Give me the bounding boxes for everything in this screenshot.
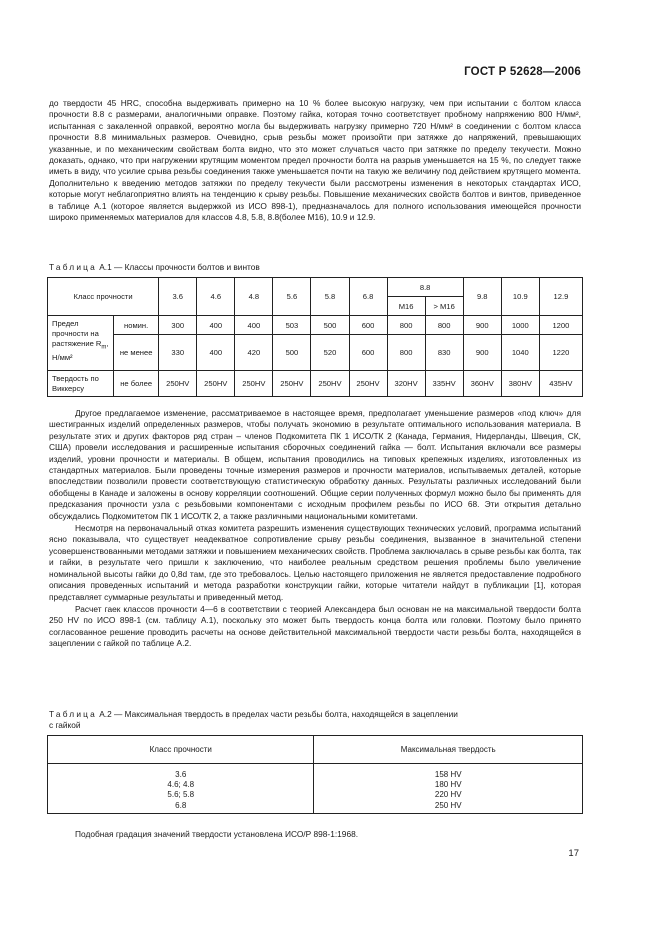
table-cell: 600 [349,335,387,371]
row-qualifier: не менее [114,335,159,371]
paragraph: Расчет гаек классов прочности 4—6 в соответствии с теорией Александера был основан не на максимальной твердости болта 250 HV по ИСО 898-1 (см. таблицу А.1), поскольку это может быть твердость конца болта или головки. Поэтому было принято согласованное решение проводить расчеты на основе действительной максимальной твердости части резьбы болта, находящейся в зацеплении с гайкой по таблице А.2. [49,603,581,649]
table-cell: 435HV [539,371,582,397]
table-cell: 1000 [501,316,539,335]
header-cell: > М16 [425,297,463,316]
table-cell: 250HV [349,371,387,397]
header-cell: 12.9 [539,278,582,316]
table-cell: 250HV [197,371,235,397]
caption-prefix: Таблица [49,709,97,719]
caption-line2: с гайкой [49,720,81,730]
table-cell: 800 [387,316,425,335]
header-cell: 5.8 [311,278,349,316]
row-qualifier: не более [114,371,159,397]
strength-classes-table [47,277,583,397]
header-cell: 9.8 [463,278,501,316]
document-header: ГОСТ Р 52628—2006 [464,66,581,78]
table-cell: 250HV [311,371,349,397]
caption-title: А.1 — Классы прочности болтов и винтов [96,262,260,272]
table-cell: 500 [273,335,311,371]
table-cell: 1200 [539,316,582,335]
table-cell: 335HV [425,371,463,397]
caption-title: А.2 — Максимальная твердость в пределах части резьбы болта, находящейся в зацеплении [96,709,458,719]
table-cell: 330 [159,335,197,371]
table-cell: 250 HV [434,800,462,810]
table-cell: 180 HV [434,780,462,790]
footer-note: Подобная градация значений твердости установлена ИСО/Р 898-1:1968. [75,829,359,839]
table-cell: 250HV [273,371,311,397]
table-cell: 3.6 [175,770,187,779]
body-text-middle [49,408,581,650]
header-cell: 4.6 [197,278,235,316]
table-a2-caption [49,709,581,731]
table-cell: 400 [197,335,235,371]
table-header-row [48,736,583,764]
table-cell: 250HV [159,371,197,397]
header-cell: Класс прочности [48,736,314,764]
table-cell: 900 [463,316,501,335]
table-cell: 420 [235,335,273,371]
header-cell: 5.6 [273,278,311,316]
table-cell: 320HV [387,371,425,397]
header-cell: 10.9 [501,278,539,316]
hardness-cell [314,764,583,814]
table-row [48,371,583,397]
row-qualifier: номин. [114,316,159,335]
table-row [48,316,583,335]
header-cell: 6.8 [349,278,387,316]
max-hardness-table [47,735,583,814]
table-cell: 520 [311,335,349,371]
header-cell: М16 [387,297,425,316]
row-label: Твердость по Виккерсу [48,371,114,397]
header-cell: Максимальная твердость [314,736,583,764]
caption-prefix: Таблица [49,262,97,272]
table-cell: 900 [463,335,501,371]
table-cell: 5.6; 5.8 [167,790,195,800]
row-label: Предел прочности на растяжение $R_m$, Н/мм² [48,316,114,371]
table-cell: 1040 [501,335,539,371]
header-cell: 4.8 [235,278,273,316]
table-cell: 830 [425,335,463,371]
table-cell: 400 [197,316,235,335]
page-number: 17 [568,848,579,859]
table-cell: 500 [311,316,349,335]
table-a1-caption [49,262,581,273]
body-text-top [49,98,581,223]
paragraph: Другое предлагаемое изменение, рассматриваемое в настоящее время, предполагает уменьшение размеров «под ключ» для шестигранных изделий определенных размеров, чтобы получать экономию в результате оптимального использования материала. В результате этих и других факторов ряд стран – членов Подкомитета ПК 1 ИСО/ТК 2 (Канада, Германия, Нидерланды, Швеция, СК, США) провели исследования и расширенные испытания сборочных соединений гайка — болт. Испытания включали все размеры изделий, уровни прочности и материалы. В общем, испытания проводились на типовых крепежных изделиях, изготовленных из стандартных материалов. Были проведены точные измерения размеров и прочности материалов, испытываемых деталей, которые впоследствии позволили провести соответствующую статистическую обработку данных. Результаты различных исследований были обобщены в Канаде и заложены в основу корреляции соотношений. Общие серии полученных формул можно было бы применять для предсказания прочности узла с резьбовыми компонентами с исходным профилем резьбы по ИСО 68. Эти открытия детально обсуждались Подкомитетом ПК 1 ИСО/ТК 2, а также различными национальными комитетами. [49,408,581,521]
table-cell: 6.8 [175,800,187,810]
table-header-row [48,278,583,297]
table-cell: 380HV [501,371,539,397]
table-row [48,335,583,371]
header-cell: 3.6 [159,278,197,316]
table-cell: 250HV [235,371,273,397]
paragraph: Несмотря на первоначальный отказ комитета разрешить изменения существующих технических условий, программа испытаний ясно показывала, что существует неадекватное сопротивление срыву резьбы соединения, вызванное в значительной степени усовершенствованными методами затяжки и повышением механических свойств. Проблема заключалась в срыве резьбы как болта, так и гайки, в результате чего пришли к заключению, что наиболее реальным средством решения проблемы было увеличение номинальной высоты гайки до 0,8d там, где это требовалось. Целью настоящего приложения не является предоставление подробного описания проведенных испытаний и метода разработки конструкции гайки, которые читатели найдут в публикации [1], которая представляет суммарные результаты и приведенный метод. [49,523,581,602]
table-cell: 300 [159,316,197,335]
table-cell: 4.6; 4.8 [167,780,195,790]
table-cell: 800 [425,316,463,335]
table-cell: 400 [235,316,273,335]
table-cell: 600 [349,316,387,335]
classes-cell [48,764,314,814]
table-cell: 360HV [463,371,501,397]
table-cell: 1220 [539,335,582,371]
table-cell: 220 HV [434,790,462,800]
table-cell: 503 [273,316,311,335]
header-cell: Класс прочности [48,278,159,316]
table-cell: 158 HV [434,770,462,779]
table-cell: 800 [387,335,425,371]
paragraph: до твердости 45 HRC, способна выдерживать примерно на 10 % более высокую нагрузку, чем при испытании с болтом класса прочности 8.8 с размерами, аналогичными оправке. Поэтому гайка, которая точно соответствует пробному напряжению 800 Н/мм², испытанная с закаленной оправкой, вероятно могла бы выдерживать нагрузку примерно 720 Н/мм² в соединении с болтом класса прочности 8.8 минимальных размеров. Очевидно, срыв резьбы может произойти при затяжке до напряжений, превышающих указанные, и по механическим свойствам болта видно, что это может случаться часто при затяжке по пределу текучести. Можно доказать, однако, что при нагружении крутящим моментом предел прочности болта на разрыв уменьшается на 15 %, по следует также иметь в виду, что усилие срыва резьбы соединения также уменьшается почти на такую же величину под действием крутящего момента. Дополнительно к введению методов затяжки по пределу текучести были рассмотрены изменения в некоторых стандартах ИСО, которые могут неблагоприятно влиять на тенденцию к срыву резьбы. Повышение механических свойств болтов и винтов, приведенное в таблице А.1 (которое является выдержкой из ИСО 898-1), предназначалось для полного использования имеющейся прочности широко применяемых материалов для классов 4.8, 5.8, 8.8(более М16), 10.9 и 12.9. [49,98,581,223]
header-cell: 8.8 [387,278,463,297]
table-row [48,764,583,814]
